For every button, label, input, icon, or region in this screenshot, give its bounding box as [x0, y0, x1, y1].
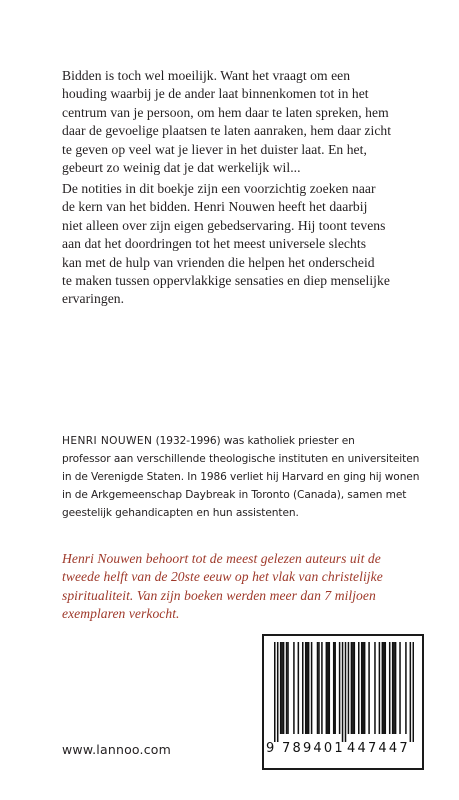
bio-line-rest: (1932-1996) was katholiek priester en: [152, 435, 355, 447]
barcode-bar: [311, 642, 313, 734]
bio-line: in de Arkgemeenschap Daybreak in Toronto (Canada), samen met: [62, 488, 407, 501]
description-line: de kern van het bidden. Henri Nouwen heeft het daarbij: [62, 199, 368, 215]
quote-line: Henri Nouwen behoort tot de meest gelezen auteurs uit de: [62, 551, 381, 566]
barcode-bar: [354, 642, 356, 734]
isbn-barcode: [262, 634, 424, 770]
barcode-bar: [348, 642, 350, 734]
barcode-bar: [334, 642, 336, 734]
barcode-bar: [283, 642, 285, 734]
barcode-bar: [362, 642, 364, 734]
barcode-bar: [305, 642, 307, 734]
barcode-guard-bar: [277, 642, 279, 742]
publisher-website: www.lannoo.com: [62, 742, 172, 757]
bio-line: geestelijk gehandicapten en hun assistenten.: [62, 506, 299, 519]
quote-line: tweede helft van de 20ste eeuw op het vlak van christelijke: [62, 569, 383, 585]
author-quote: [62, 550, 402, 624]
barcode-bar: [298, 642, 300, 734]
barcode-bar: [392, 642, 394, 734]
bio-line: professor aan verschillende theologische instituten en universiteiten: [62, 452, 420, 465]
author-bio: [62, 433, 420, 523]
barcode-bar: [293, 642, 295, 734]
barcode-guard-bar: [342, 642, 344, 742]
barcode-bars: [274, 642, 414, 742]
barcode-guard-bar: [274, 642, 276, 742]
intro-line: gebeurt zo weinig dat je dat werkelijk wil...: [62, 160, 301, 176]
intro-line: te geven op veel wat je liever in het duister laat. En het,: [62, 141, 367, 157]
barcode-bar: [287, 642, 289, 734]
barcode-bar: [379, 642, 381, 734]
quote-line: spiritualiteit. Van zijn boeken werden meer dan 7 miljoen: [62, 587, 376, 603]
barcode-bar: [329, 642, 331, 734]
barcode-bar: [385, 642, 387, 734]
barcode-bar: [395, 642, 397, 734]
barcode-bar: [281, 642, 283, 734]
barcode-bar: [368, 642, 370, 734]
description-line: aan dat het doordringen tot het meest universele slechts: [62, 236, 367, 252]
quote-line: exemplaren verkocht.: [62, 606, 180, 622]
barcode-bar: [308, 642, 310, 734]
barcode-guard-bar: [345, 642, 347, 742]
barcode-guard-bar: [413, 642, 414, 742]
barcode-bar: [399, 642, 401, 734]
description-line: te maken tussen oppervlakkige sensaties en diep menselijke: [62, 273, 390, 289]
barcode-bar: [351, 642, 353, 734]
intro-line: Bidden is toch wel moeilijk. Want het vraagt om een: [62, 68, 351, 83]
barcode-bar: [333, 642, 335, 734]
barcode-bar: [306, 642, 308, 734]
intro-line: centrum van je persoon, om hem daar te laten spreken, hem: [62, 104, 389, 120]
barcode-bar: [318, 642, 320, 734]
intro-paragraph: [62, 67, 402, 177]
barcode-bar: [405, 642, 407, 734]
barcode-guard-bar: [410, 642, 412, 742]
description-line: ervaringen.: [62, 291, 125, 307]
barcode-bar: [374, 642, 376, 734]
barcode-bar: [361, 642, 363, 734]
barcode-bar: [326, 642, 328, 734]
barcode-bar: [382, 642, 384, 734]
barcode-digits-left: 789401: [282, 741, 345, 756]
barcode-bar: [339, 642, 341, 734]
barcode-bar: [327, 642, 329, 734]
barcode-bar: [389, 642, 391, 734]
bio-line: [62, 433, 402, 451]
barcode-bar: [317, 642, 319, 734]
intro-line: daar de gevoelige plaatsen te laten aanraken, hem daar zicht: [62, 123, 392, 139]
barcode-bar: [280, 642, 282, 734]
barcode-bar: [383, 642, 385, 734]
description-line: niet alleen over zijn eigen gebedservaring. Hij toont tevens: [62, 217, 386, 233]
description-line: kan met de hulp van vrienden die helpen het onderscheid: [62, 254, 375, 270]
barcode-bar: [286, 642, 288, 734]
description-line: De notities in dit boekje zijn een voorzichtig zoeken naar: [62, 181, 376, 196]
barcode-bar: [352, 642, 354, 734]
barcode-bar: [364, 642, 366, 734]
barcode-bar: [358, 642, 360, 734]
bio-line: in de Verenigde Staten. In 1986 verliet hij Harvard en ging hij wonen: [62, 470, 420, 483]
barcode-digits-right: 447447: [347, 741, 410, 756]
description-paragraph: [62, 180, 402, 309]
author-name: HENRI NOUWEN: [62, 435, 153, 447]
barcode-bar: [302, 642, 304, 734]
barcode-bar: [321, 642, 323, 734]
barcode-digit-first: 9: [266, 741, 277, 756]
barcode-bar: [393, 642, 395, 734]
intro-line: houding waarbij je de ander laat binnenkomen tot in het: [62, 86, 369, 102]
